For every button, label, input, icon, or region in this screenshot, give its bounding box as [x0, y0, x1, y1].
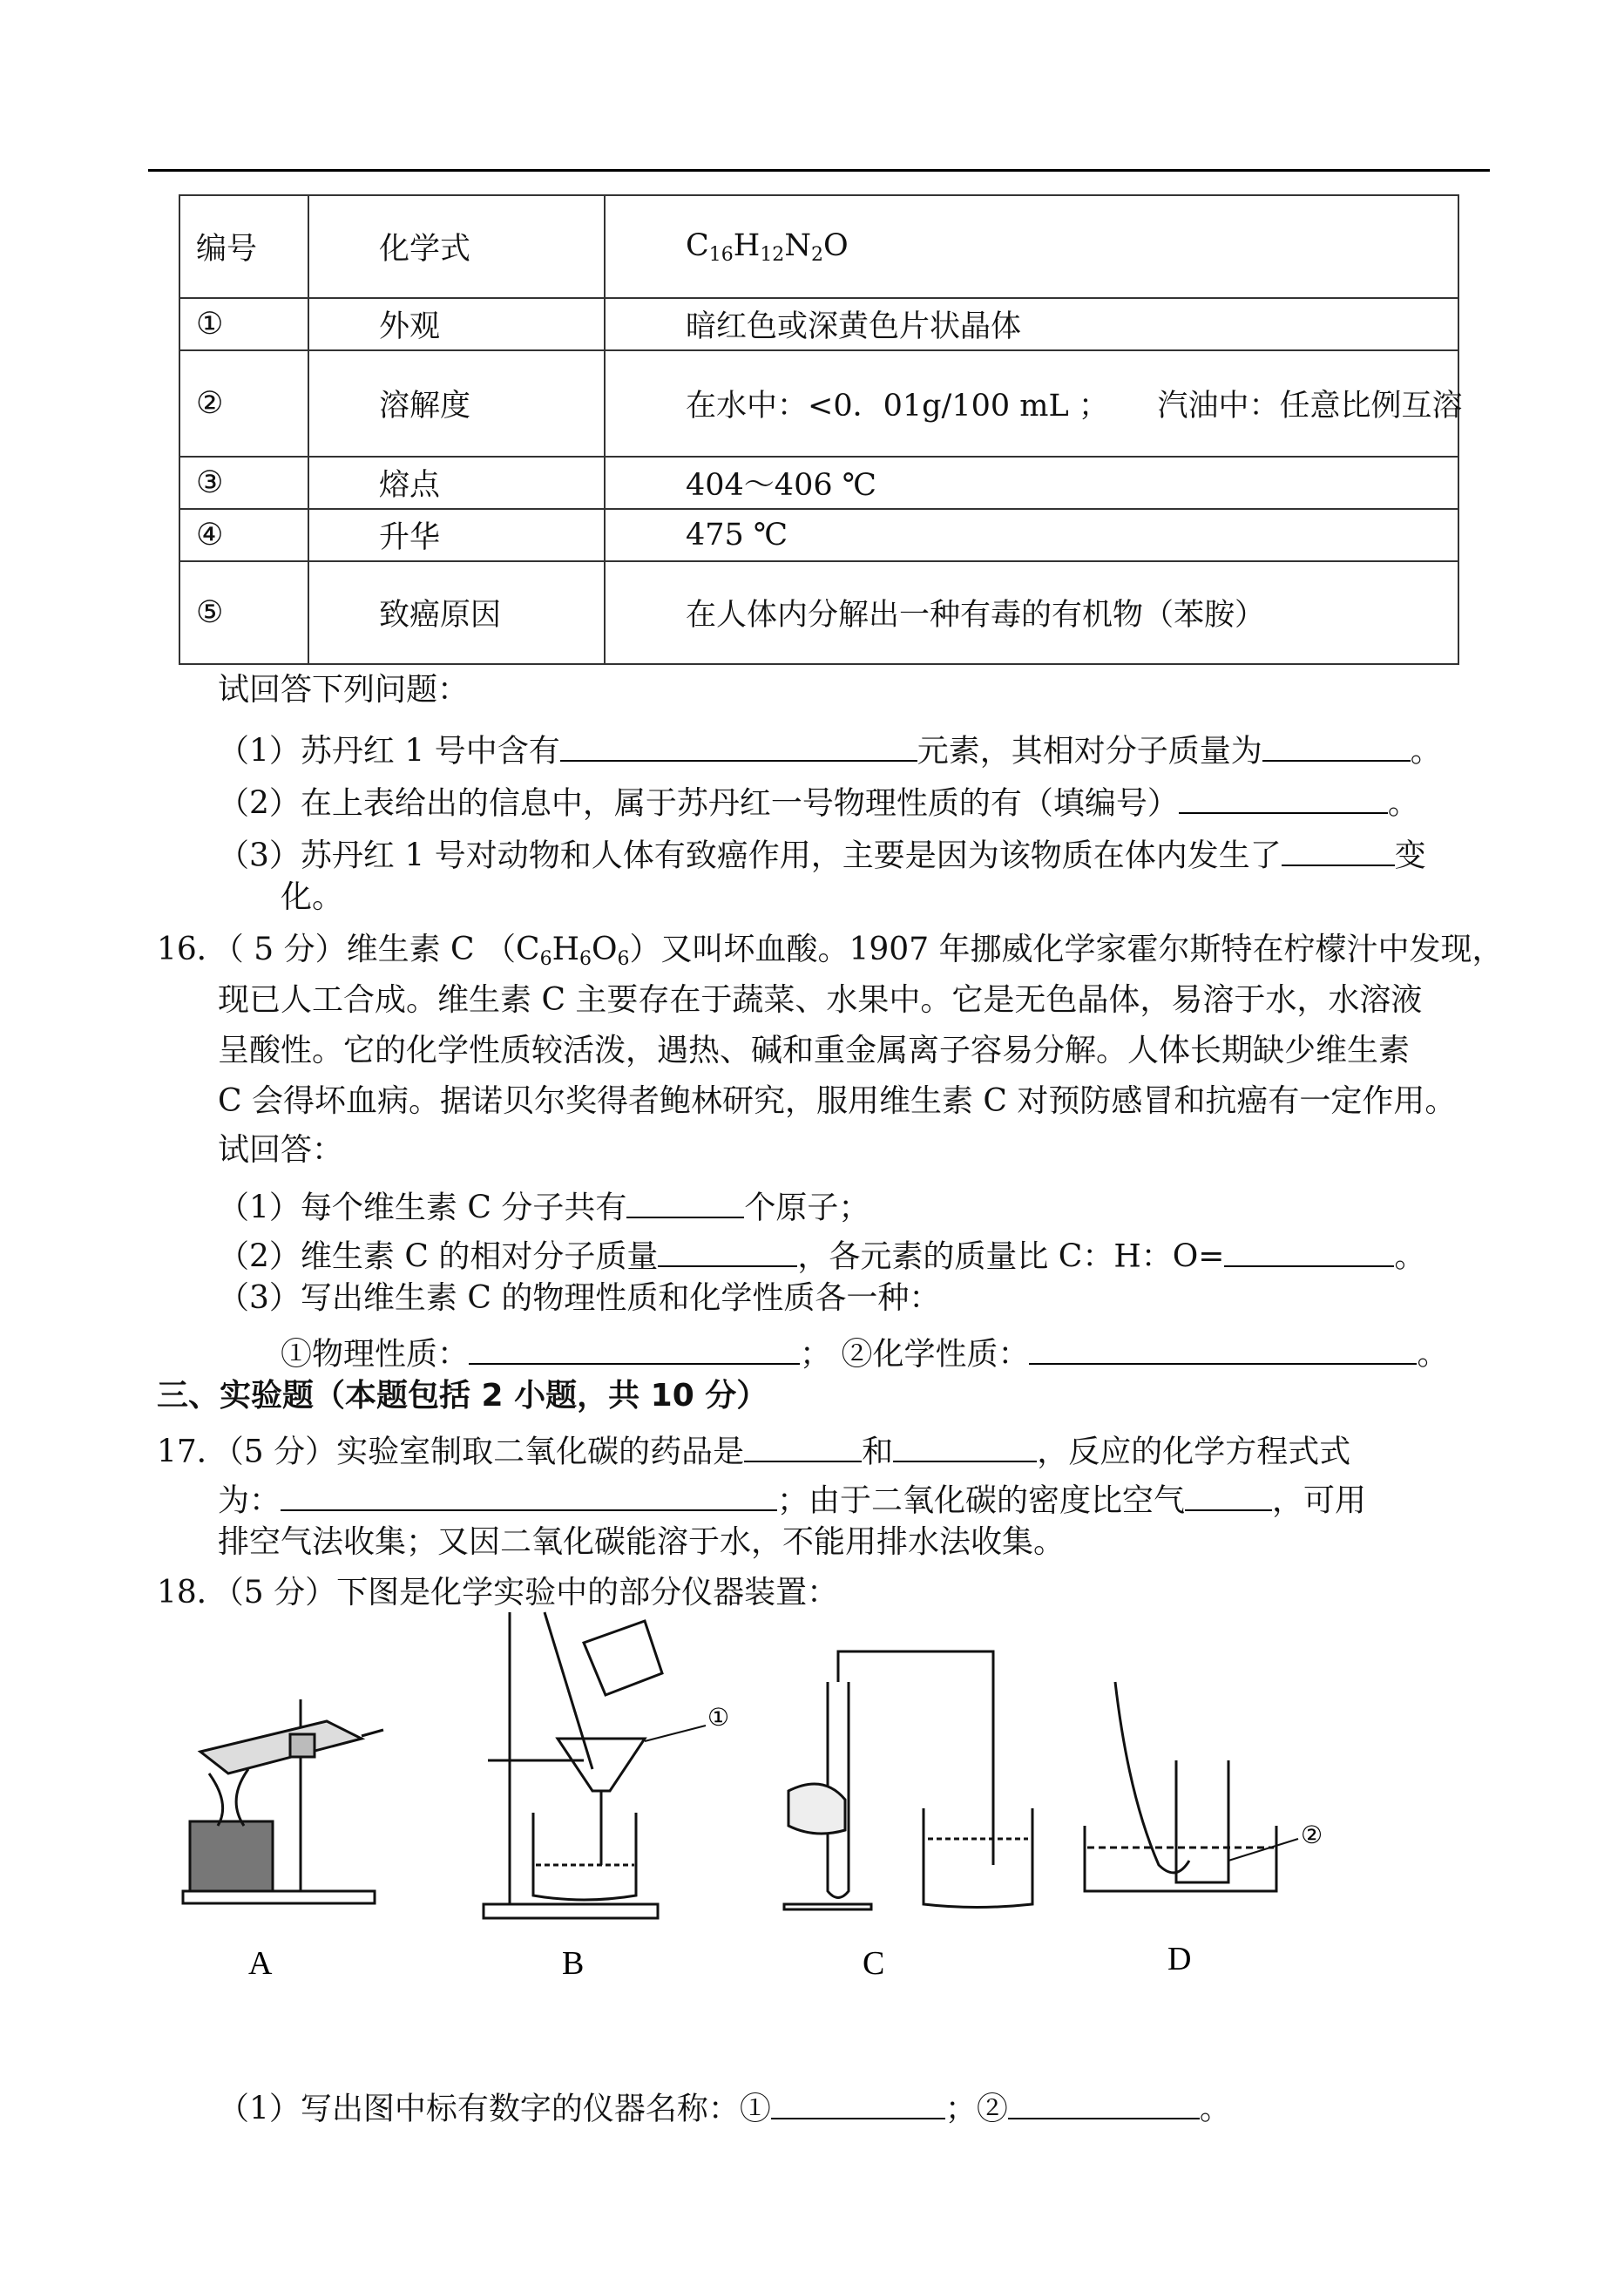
answer-blank[interactable] [626, 1182, 744, 1218]
cell-num: 编号 [179, 195, 308, 298]
answer-blank[interactable] [560, 725, 917, 762]
q15-part3: （3）苏丹红 1 号对动物和人体有致癌作用，主要是因为该物质在体内发生了 变 [218, 830, 1426, 875]
apparatus-b [484, 1612, 706, 1918]
q15-part3-cont: 化。 [281, 879, 344, 915]
apparatus-a [183, 1699, 383, 1903]
q17-line3: 排空气法收集；又因二氧化碳能溶于水，不能用排水法收集。 [218, 1524, 1066, 1560]
q17-line1: 17．（5 分）实验室制取二氧化碳的药品是 和 ，反应的化学方程式式 [157, 1426, 1350, 1471]
q16-line5: 试回答： [218, 1132, 344, 1168]
mark-1: ① [707, 1705, 730, 1732]
cell-label: 外观 [308, 298, 605, 350]
label-d: D [1167, 1941, 1192, 1977]
cell-value: 在水中：<0．01g/100 mL ； 汽油中：任意比例互溶 [605, 350, 1458, 457]
cell-label: 化学式 [308, 195, 605, 298]
table-row [179, 457, 1458, 509]
cell-num: ⑤ [179, 561, 308, 664]
q15-part2: （2）在上表给出的信息中，属于苏丹红一号物理性质的有（填编号） 。 [218, 777, 1419, 823]
q15-intro: 试回答下列问题： [218, 672, 470, 708]
cell-label: 熔点 [308, 457, 605, 509]
q16-part2: （2）维生素 C 的相对分子质量 ，各元素的质量比 C：H：O= 。 [218, 1231, 1425, 1276]
q16-part3-answers: ①物理性质： ； ②化学性质： 。 [281, 1328, 1448, 1373]
answer-blank[interactable] [771, 2083, 945, 2119]
cell-value: 暗红色或深黄色片状晶体 [605, 298, 1458, 350]
apparatus-c [784, 1651, 1032, 1909]
answer-blank[interactable] [744, 1426, 862, 1462]
section-heading: 三、实验题（本题包括 2 小题，共 10 分） [157, 1378, 768, 1414]
answer-blank[interactable] [658, 1231, 797, 1267]
cell-value: 在人体内分解出一种有毒的有机物（苯胺） [605, 561, 1458, 664]
table-row [179, 561, 1458, 664]
cell-num: ① [179, 298, 308, 350]
label-c: C [863, 1945, 885, 1982]
table-row [179, 298, 1458, 350]
q18-line1: 18．（5 分）下图是化学实验中的部分仪器装置： [157, 1575, 839, 1611]
answer-blank[interactable] [1185, 1475, 1272, 1511]
q17-line2: 为： ；由于二氧化碳的密度比空气 ，可用 [218, 1475, 1366, 1520]
cell-num: ③ [179, 457, 308, 509]
table-row [179, 350, 1458, 457]
cell-label: 致癌原因 [308, 561, 605, 664]
cell-formula: $C_{16}H_{12}N_2O$ [605, 195, 1458, 298]
q16-line4: C 会得坏血病。据诺贝尔奖得者鲍林研究，服用维生素 C 对预防感冒和抗癌有一定作用。 [218, 1083, 1457, 1119]
answer-blank[interactable] [1262, 725, 1411, 762]
answer-blank[interactable] [1282, 830, 1395, 866]
answer-blank[interactable] [469, 1328, 800, 1365]
properties-table [179, 194, 1463, 665]
apparatus-d [1085, 1682, 1298, 1891]
answer-blank[interactable] [893, 1426, 1037, 1462]
q16-line1: 16．（ 5 分）维生素 C $(C_6H_6O_6)$又叫坏血酸。1907 年挪威化学家霍尔斯特在柠檬汁中发现， [157, 932, 1504, 970]
mark-2: ② [1301, 1822, 1323, 1849]
cell-num: ④ [179, 509, 308, 561]
table-header-row [179, 195, 1458, 298]
apparatus-figure [174, 1604, 1394, 2039]
cell-label: 升华 [308, 509, 605, 561]
cell-num: ② [179, 350, 308, 457]
cell-label: 溶解度 [308, 350, 605, 457]
header-rule [148, 169, 1490, 172]
table-row [179, 509, 1458, 561]
answer-blank[interactable] [1179, 777, 1388, 814]
cell-value: 404～406 ℃ [605, 457, 1458, 509]
q16-part1: （1）每个维生素 C 分子共有 个原子； [218, 1182, 870, 1227]
answer-blank[interactable] [1224, 1231, 1394, 1267]
q16-line3: 呈酸性。它的化学性质较活泼，遇热、碱和重金属离子容易分解。人体长期缺少维生素 [218, 1033, 1411, 1068]
q18-part1: （1）写出图中标有数字的仪器名称：① ；② 。 [218, 2083, 1231, 2128]
q16-line2: 现已人工合成。维生素 C 主要存在于蔬菜、水果中。它是无色晶体，易溶于水，水溶液 [218, 982, 1423, 1018]
answer-blank[interactable] [1029, 1328, 1417, 1365]
answer-blank[interactable] [281, 1475, 777, 1511]
label-a: A [248, 1945, 273, 1982]
answer-blank[interactable] [1008, 2083, 1200, 2119]
q16-part3: （3）写出维生素 C 的物理性质和化学性质各一种： [218, 1280, 941, 1316]
label-b: B [562, 1945, 585, 1982]
cell-value: 475 ℃ [605, 509, 1458, 561]
q15-part1: （1）苏丹红 1 号中含有 元素，其相对分子质量为 。 [218, 725, 1442, 770]
